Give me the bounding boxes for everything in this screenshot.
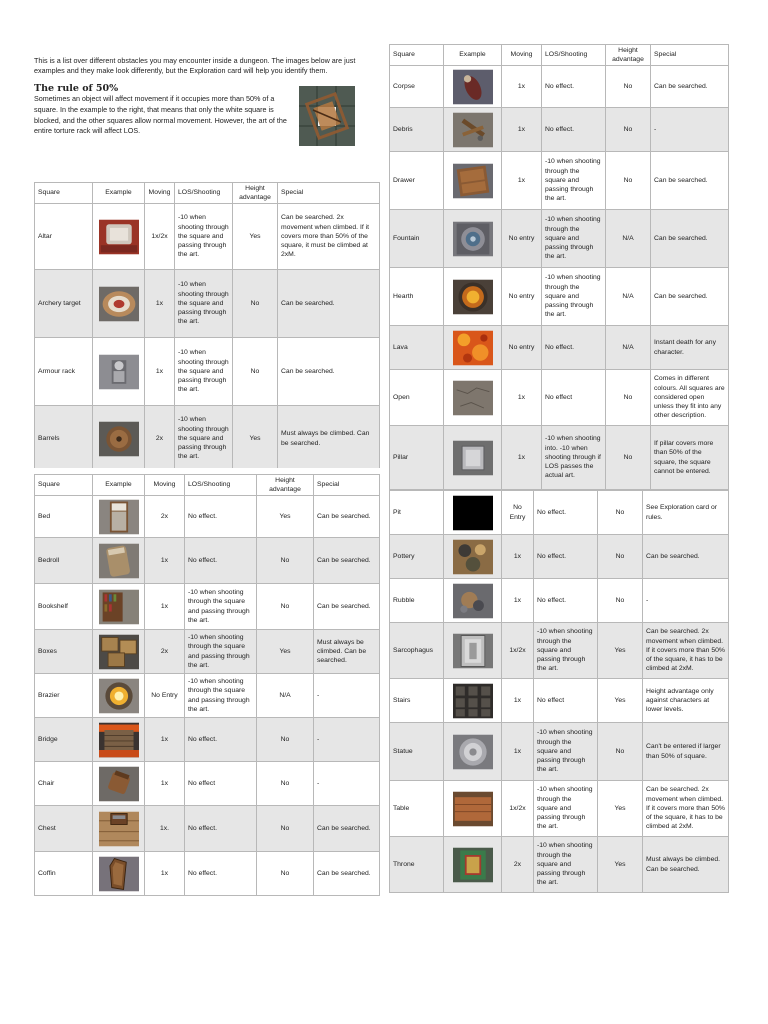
cell-height: No [233,270,278,338]
pit-icon [453,495,493,531]
cell-moving: 1x/2x [502,623,534,679]
table-row [390,108,729,152]
cell-height: No [606,108,651,152]
cell-height: N/A [606,268,651,326]
cell-moving: 1x [145,538,185,584]
cell-moving: No Entry [145,674,185,718]
cell-special: See Exploration card or rules. [643,491,729,535]
cell-square: Table [390,781,444,837]
table-row [390,370,729,426]
pottery-icon [453,539,493,575]
cell-square: Stairs [390,679,444,723]
header-example: Example [93,183,145,204]
cell-moving: 1x [145,584,185,630]
bridge-icon [99,722,139,758]
cell-height: No [606,426,651,490]
cell-example [93,852,145,896]
cell-example [444,66,502,108]
cell-los: No effect. [542,326,606,370]
corpse-icon [453,69,493,105]
archery-target-icon [99,286,139,322]
table-row [35,762,380,806]
cell-example [444,623,502,679]
cell-special: - [643,579,729,623]
cell-los: -10 when shooting through the square and passing through the art. [534,723,598,781]
cell-moving: 2x [145,406,175,472]
cell-los: No effect. [542,66,606,108]
chest-icon [99,811,139,847]
cell-los: -10 when shooting into. -10 when shooting through if LOS passes the actual art. [542,426,606,490]
cell-square: Throne [390,837,444,893]
cell-special: Can be searched. [314,852,380,896]
cell-height: No [233,338,278,406]
cell-height: Yes [598,679,643,723]
table-icon [453,791,493,827]
cell-square: Bed [35,496,93,538]
cell-special: Can be searched. [314,806,380,852]
header-moving: Moving [502,45,542,66]
cell-special: Must always be climbed. Can be searched. [643,837,729,893]
cell-los: No effect. [534,579,598,623]
bed-icon [99,499,139,535]
cell-moving: 1x [502,152,542,210]
cell-example [444,837,502,893]
cell-los: -10 when shooting through the square and passing through the art. [185,630,257,674]
table-row [390,723,729,781]
table-row [390,426,729,490]
cell-los: No effect. [534,535,598,579]
header-square: Square [35,183,93,204]
cell-special: Height advantage only against characters at lower levels. [643,679,729,723]
cell-square: Statue [390,723,444,781]
fountain-icon [453,221,493,257]
cell-los: -10 when shooting through the square and passing through the art. [542,210,606,268]
table-row [35,718,380,762]
table-row [390,268,729,326]
cell-height: Yes [257,496,314,538]
cell-height: Yes [257,630,314,674]
cell-los: -10 when shooting through the square and passing through the art. [185,674,257,718]
cell-square: Archery target [35,270,93,338]
rubble-icon [453,583,493,619]
table-row [390,579,729,623]
obstacle-table-bed-coffin [34,474,380,896]
cell-los: -10 when shooting through the square and passing through the art. [542,152,606,210]
cell-height: No [598,535,643,579]
cell-square: Drawer [390,152,444,210]
cell-special: Can be searched. [278,270,380,338]
cell-height: No [606,370,651,426]
cell-los: -10 when shooting through the square and passing through the art. [175,204,233,270]
cell-los: No effect [185,762,257,806]
cell-example [444,152,502,210]
cell-moving: 1x [145,718,185,762]
cell-los: -10 when shooting through the square and passing through the art. [534,781,598,837]
cell-height: No [257,718,314,762]
header-special: Special [651,45,729,66]
cell-special: - [314,762,380,806]
cell-height: Yes [233,406,278,472]
header-square: Square [390,45,444,66]
header-square: Square [35,475,93,496]
cell-los: No effect. [185,496,257,538]
table-row [35,338,380,406]
cell-moving: 1x [502,535,534,579]
cell-example [444,370,502,426]
cell-example [93,584,145,630]
cell-los: -10 when shooting through the square and passing through the art. [534,623,598,679]
intro-paragraph [34,56,380,76]
obstacle-table-corpse-pillar [389,44,729,490]
cell-example [444,210,502,268]
cell-height: No [606,66,651,108]
cell-square: Chair [35,762,93,806]
torture-rack-example-image [299,86,355,146]
cell-special: Can be searched. 2x movement when climbed. If it covers more than 50% of the square, it has to be climbed at 2xM. [643,623,729,679]
rule-text: Sometimes an object will affect movement if it occupies more than 50% of a square. In the example to the right, that means that only the white square is blocked, and the other squares allow normal movement. However, the art of the entire torture rack will affect LOS. [34,94,287,136]
table-row [35,538,380,584]
cell-special: Can be searched. [643,535,729,579]
pillar-icon [453,440,493,476]
altar-icon [99,219,139,255]
cell-example [444,723,502,781]
cell-square: Corpse [390,66,444,108]
open-floor-icon [453,380,493,416]
table-row [390,152,729,210]
cell-square: Rubble [390,579,444,623]
stairs-icon [453,683,493,719]
cell-example [93,496,145,538]
cell-height: No [606,152,651,210]
cell-los: -10 when shooting through the square and passing through the art. [175,270,233,338]
cell-height: N/A [257,674,314,718]
cell-square: Pit [390,491,444,535]
table-row [390,535,729,579]
header-los: LOS/Shooting [542,45,606,66]
cell-los: No effect [534,679,598,723]
table-row [35,270,380,338]
hearth-icon [453,279,493,315]
cell-example [93,718,145,762]
header-moving: Moving [145,475,185,496]
boxes-icon [99,634,139,670]
cell-moving: 1x [145,852,185,896]
table-row [35,852,380,896]
cell-example [93,338,145,406]
cell-special: Can be searched. [278,338,380,406]
cell-example [93,762,145,806]
armour-rack-icon [99,354,139,390]
cell-moving: 1x/2x [145,204,175,270]
cell-moving: 1x [502,108,542,152]
cell-height: No [598,579,643,623]
cell-special: Can be searched. 2x movement when climbed. If it covers more than 50% of the square, it has to be climbed at 2xM. [643,781,729,837]
cell-moving: 1x [502,579,534,623]
cell-los: No effect. [185,538,257,584]
cell-moving: 1x [502,723,534,781]
cell-height: No [257,584,314,630]
cell-special: - [314,674,380,718]
header-special: Special [314,475,380,496]
cell-moving: No Entry [502,491,534,535]
cell-square: Pottery [390,535,444,579]
cell-los: No effect. [542,108,606,152]
header-height: Height advantage [233,183,278,204]
cell-example [444,491,502,535]
cell-example [444,268,502,326]
cell-special: Can be searched. [651,66,729,108]
cell-special: Can be searched. [314,496,380,538]
cell-special: Can be searched. [651,268,729,326]
cell-moving: 1x [145,270,175,338]
cell-square: Armour rack [35,338,93,406]
cell-example [444,679,502,723]
cell-height: No [598,723,643,781]
cell-moving: 1x/2x [502,781,534,837]
cell-square: Boxes [35,630,93,674]
table-row [35,496,380,538]
cell-los: No effect [542,370,606,426]
cell-los: -10 when shooting through the square and passing through the art. [175,406,233,472]
cell-example [444,781,502,837]
cell-moving: 1x [502,679,534,723]
table-row [35,204,380,270]
table-header-row [35,183,380,204]
cell-square: Bookshelf [35,584,93,630]
header-height: Height advantage [257,475,314,496]
sarcophagus-icon [453,633,493,669]
cell-square: Fountain [390,210,444,268]
cell-height: Yes [598,837,643,893]
bedroll-icon [99,543,139,579]
obstacle-table-altar-barrels [34,182,380,472]
cell-los: No effect. [185,806,257,852]
table-row [390,326,729,370]
statue-icon [453,734,493,770]
cell-special: If pillar covers more than 50% of the square, the square cannot be entered. [651,426,729,490]
cell-height: Yes [598,781,643,837]
cell-example [93,674,145,718]
table-row [390,781,729,837]
debris-icon [453,112,493,148]
cell-moving: 2x [145,630,185,674]
table-row [390,491,729,535]
cell-example [444,326,502,370]
cell-example [444,579,502,623]
cell-square: Sarcophagus [390,623,444,679]
table-row [35,806,380,852]
cell-special: Can be searched. 2x movement when climbed. If it covers more than 50% of the square, it must be climbed at 2xM. [278,204,380,270]
cell-height: N/A [606,326,651,370]
table-row [390,679,729,723]
cell-special: Can be searched. [314,538,380,584]
cell-los: No effect. [534,491,598,535]
cell-special: Can be searched. [651,210,729,268]
cell-square: Brazier [35,674,93,718]
cell-los: -10 when shooting through the square and passing through the art. [542,268,606,326]
table-row [390,837,729,893]
table-header-row [35,475,380,496]
cell-height: No [257,762,314,806]
cell-los: -10 when shooting through the square and passing through the art. [185,584,257,630]
cell-square: Pillar [390,426,444,490]
cell-square: Chest [35,806,93,852]
table-row [390,210,729,268]
table-row [35,674,380,718]
cell-moving: 1x [145,762,185,806]
bookshelf-icon [99,589,139,625]
cell-example [93,630,145,674]
cell-special: Can be searched. [651,152,729,210]
cell-height: Yes [598,623,643,679]
cell-example [93,204,145,270]
cell-moving: 1x [502,66,542,108]
throne-icon [453,847,493,883]
rule-title: The rule of 50% [34,83,119,94]
lava-icon [453,330,493,366]
cell-example [93,806,145,852]
cell-moving: 2x [502,837,534,893]
header-example: Example [93,475,145,496]
cell-special: Comes in different colours. All squares are considered open unless they fit into any other description. [651,370,729,426]
brazier-icon [99,678,139,714]
cell-height: No [257,538,314,584]
cell-square: Bedroll [35,538,93,584]
cell-moving: No entry [502,268,542,326]
cell-moving: 1x. [145,806,185,852]
table-row [35,406,380,472]
cell-height: No [598,491,643,535]
cell-square: Debris [390,108,444,152]
cell-special: - [314,718,380,762]
cell-square: Open [390,370,444,426]
cell-moving: 2x [145,496,185,538]
header-los: LOS/Shooting [175,183,233,204]
cell-special: Can't be entered if larger than 50% of square. [643,723,729,781]
cell-height: N/A [606,210,651,268]
header-special: Special [278,183,380,204]
cell-square: Altar [35,204,93,270]
cell-los: -10 when shooting through the square and passing through the art. [175,338,233,406]
cell-height: Yes [233,204,278,270]
cell-example [444,535,502,579]
cell-special: Instant death for any character. [651,326,729,370]
cell-los: -10 when shooting through the square and passing through the art. [534,837,598,893]
cell-square: Bridge [35,718,93,762]
table-row [390,66,729,108]
table-row [35,584,380,630]
cell-special: Must always be climbed. Can be searched. [278,406,380,472]
header-los: LOS/Shooting [185,475,257,496]
cell-moving: 1x [502,370,542,426]
cell-example [93,270,145,338]
obstacle-table-pit-throne [389,490,729,893]
cell-height: No [257,806,314,852]
table-row [35,630,380,674]
cell-example [444,426,502,490]
table-row [390,623,729,679]
cell-height: No [257,852,314,896]
cell-los: No effect. [185,852,257,896]
cell-square: Lava [390,326,444,370]
table-header-row [390,45,729,66]
cell-square: Coffin [35,852,93,896]
cell-example [93,406,145,472]
cell-special: - [651,108,729,152]
cell-moving: No entry [502,210,542,268]
coffin-icon [99,856,139,892]
barrels-icon [99,421,139,457]
header-example: Example [444,45,502,66]
intro-text: This is a list over different obstacles you may encounter inside a dungeon. The images below are just examples and they make look differently, but the Exploration card will help you identify them. [34,56,356,75]
cell-square: Barrels [35,406,93,472]
cell-los: No effect. [185,718,257,762]
cell-moving: 1x [502,426,542,490]
cell-square: Hearth [390,268,444,326]
cell-moving: No entry [502,326,542,370]
chair-icon [99,766,139,802]
drawer-icon [453,163,493,199]
cell-moving: 1x [145,338,175,406]
cell-special: Can be searched. [314,584,380,630]
cell-special: Must always be climbed. Can be searched. [314,630,380,674]
cell-example [444,108,502,152]
cell-example [93,538,145,584]
header-moving: Moving [145,183,175,204]
header-height: Height advantage [606,45,651,66]
